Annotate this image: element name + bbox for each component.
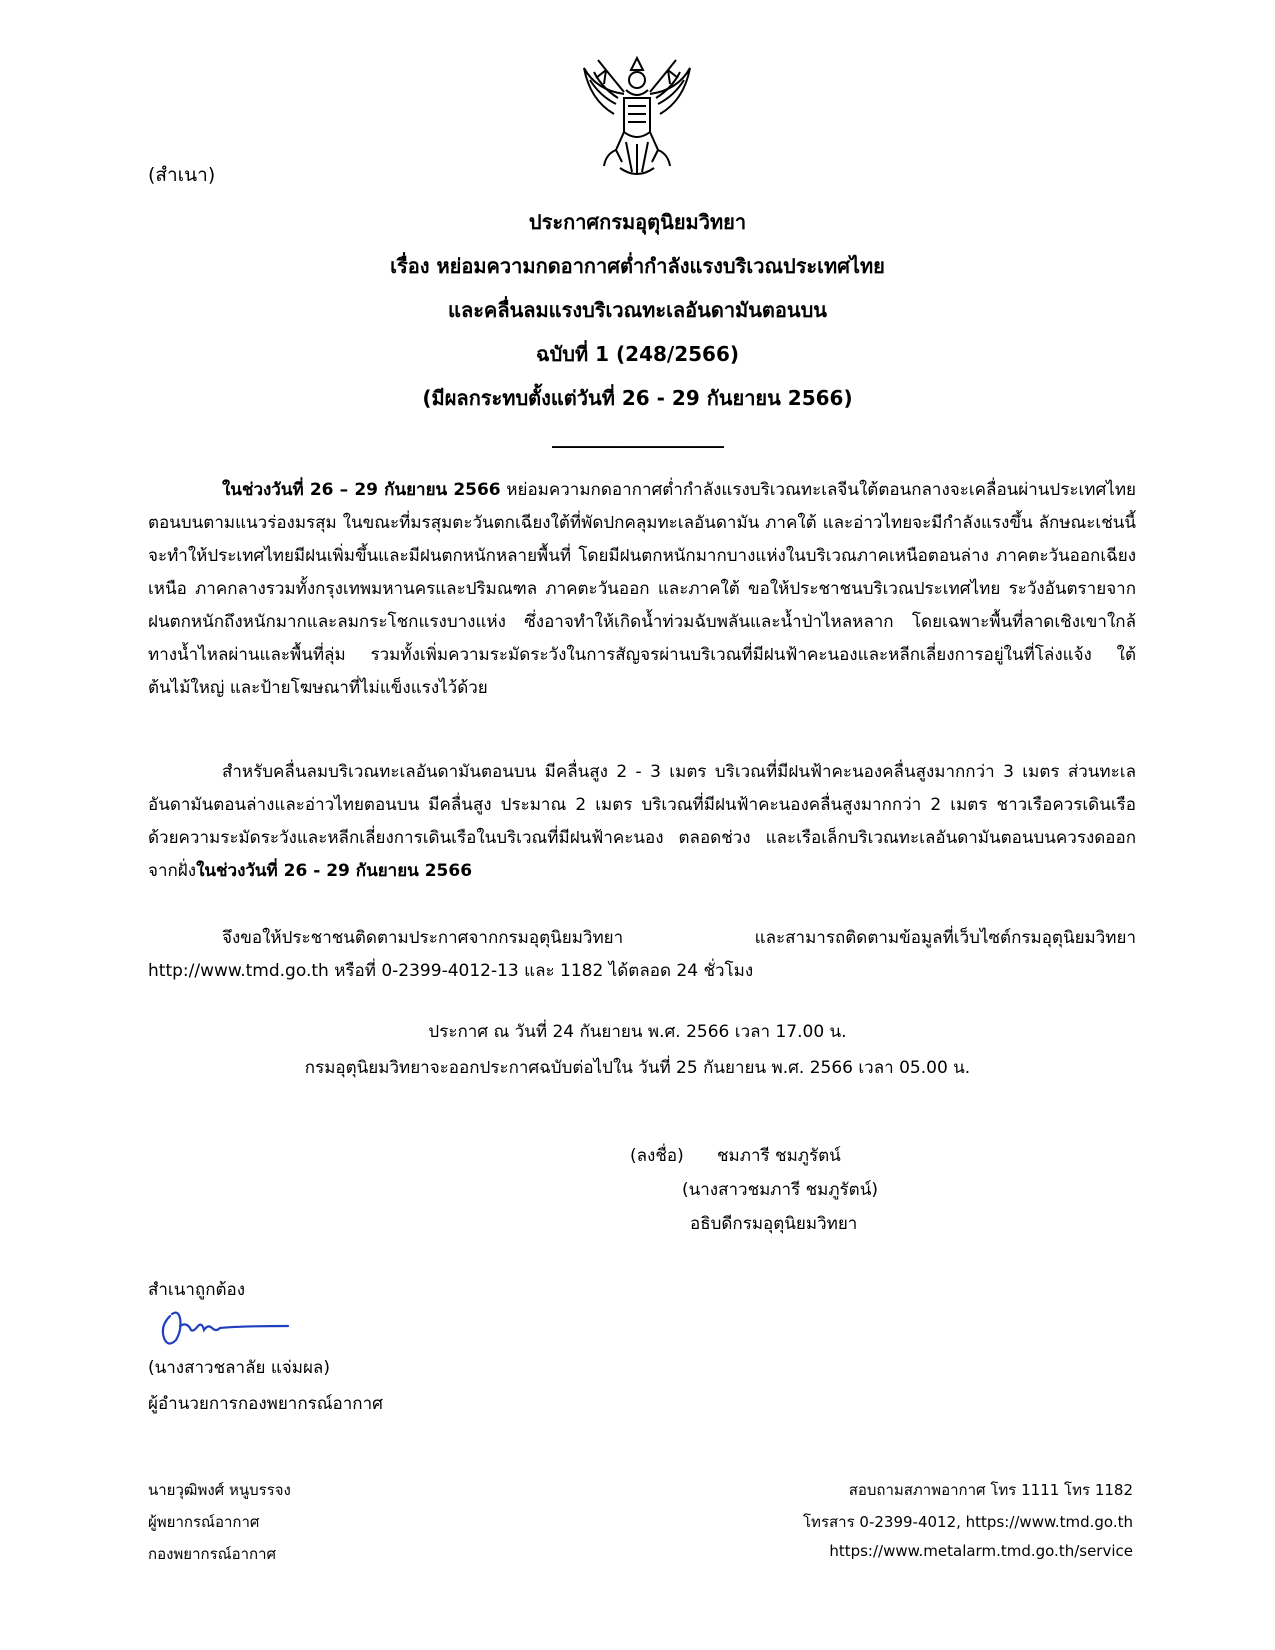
signature-label: (ลงชื่อ): [630, 1146, 684, 1166]
handwritten-signature-icon: [150, 1306, 290, 1350]
announcement-issue: ฉบับที่ 1 (248/2566): [535, 342, 740, 366]
title-divider: ___________________: [552, 424, 723, 448]
announcement-title: ประกาศกรมอุตุนิยมวิทยา: [528, 210, 747, 234]
paragraph-forecast: [148, 474, 1136, 705]
paragraph-contact: [148, 922, 1136, 988]
paragraph-contact-text: จึงขอให้ประชาชนติดตามประกาศจากกรมอุตุนิยมวิทยา และสามารถติดตามข้อมูลที่เว็บไซต์กรมอุตุนิยมวิทยา http://www.tmd.go.th หรือที่ 0-2399-4012-13 และ 1182 ได้ตลอด 24 ชั่วโมง: [148, 928, 1136, 981]
signature-name: ชมภารี ชมภูรัตน์: [717, 1146, 841, 1166]
contact-service-link[interactable]: https://www.metalarm.tmd.go.th/service: [829, 1542, 1133, 1560]
copy-mark: (สำเนา): [148, 164, 216, 186]
paragraph-forecast-dates: ในช่วงวันที่ 26 – 29 กันยายน 2566: [222, 480, 501, 500]
paragraph-waves-dates: ในช่วงวันที่ 26 - 29 กันยายน 2566: [196, 861, 473, 881]
announcement-subject-cont: และคลื่นลมแรงบริเวณทะเลอันดามันตอนบน: [448, 298, 827, 322]
paragraph-forecast-text: หย่อมความกดอากาศต่ำกำลังแรงบริเวณทะเลจีนใต้ตอนกลางจะเคลื่อนผ่านประเทศไทยตอนบนตามแนวร่องมรสุม ในขณะที่มรสุมตะวันตกเฉียงใต้ที่พัดปกคลุมทะเลอันดามัน ภาคใต้ และอ่าวไทยจะมีกำลังแรงขึ้น ลักษณะเช่นนี้จะทำให้ประเทศไทยมีฝนเพิ่มขึ้นและมีฝนตกหนักหลายพื้นที่ โดยมีฝนตกหนักมากบางแห่งในบริเวณภาคเหนือตอนล่าง ภาคตะวันออกเฉียงเหนือ ภาคกลางรวมทั้งกรุงเทพมหานครและปริมณฑล ภาคตะวันออก และภาคใต้ ขอให้ประชาชนบริเวณประเทศไทย ระวังอันตรายจากฝนตกหนักถึงหนักมากและลมกระโชกแรงบางแห่ง ซึ่งอาจทำให้เกิดน้ำท่วมฉับพลันและน้ำป่าไหลหลาก โดยเฉพาะพื้นที่ลาดเชิงเขาใกล้ทางน้ำไหลผ่านและพื้นที่ลุ่ม รวมทั้งเพิ่มความระมัดระวังในการสัญจรผ่านบริเวณที่มีฝนฟ้าคะนองและหลีกเลี่ยงการอยู่ในที่โล่งแจ้ง ใต้ต้นไม้ใหญ่ และป้ายโฆษณาที่ไม่แข็งแรงไว้ด้วย: [148, 480, 1137, 698]
contact-fax-website: โทรสาร 0-2399-4012, https://www.tmd.go.th: [803, 1513, 1133, 1531]
forecaster-name: นายวุฒิพงศ์ หนูบรรจง: [148, 1481, 291, 1499]
issued-datetime: ประกาศ ณ วันที่ 24 กันยายน พ.ศ. 2566 เวลา 17.00 น.: [428, 1022, 847, 1042]
signatory-full-name: (นางสาวชมภารี ชมภูรัตน์): [682, 1180, 878, 1200]
announcement-subject: เรื่อง หย่อมความกดอากาศต่ำกำลังแรงบริเวณประเทศไทย: [390, 254, 885, 278]
garuda-emblem-icon: [576, 50, 698, 180]
next-issue-datetime: กรมอุตุนิยมวิทยาจะออกประกาศฉบับต่อไปใน วันที่ 25 กันยายน พ.ศ. 2566 เวลา 05.00 น.: [304, 1058, 971, 1078]
announcement-effect-dates: (มีผลกระทบตั้งแต่วันที่ 26 - 29 กันยายน 2566): [422, 386, 853, 410]
signatory-position: อธิบดีกรมอุตุนิยมวิทยา: [690, 1214, 858, 1234]
certifier-position: ผู้อำนวยการกองพยากรณ์อากาศ: [148, 1394, 383, 1414]
paragraph-waves: [148, 756, 1136, 888]
forecaster-division: กองพยากรณ์อากาศ: [148, 1545, 277, 1563]
certifier-name: (นางสาวชลาลัย แจ่มผล): [148, 1358, 330, 1378]
contact-phone: สอบถามสภาพอากาศ โทร 1111 โทร 1182: [848, 1481, 1133, 1499]
certified-copy-label: สำเนาถูกต้อง: [148, 1280, 246, 1300]
paragraph-waves-text: สำหรับคลื่นลมบริเวณทะเลอันดามันตอนบน มีคลื่นสูง 2 - 3 เมตร บริเวณที่มีฝนฟ้าคะนองคลื่นสูงมากกว่า 3 เมตร ส่วนทะเลอันดามันตอนล่างและอ่าวไทยตอนบน มีคลื่นสูง ประมาณ 2 เมตร บริเวณที่มีฝนฟ้าคะนองคลื่นสูงมากกว่า 2 เมตร ชาวเรือควรเดินเรือด้วยความระมัดระวังและหลีกเลี่ยงการเดินเรือในบริเวณที่มีฝนฟ้าคะนอง ตลอดช่วง และเรือเล็กบริเวณทะเลอันดามันตอนบนควรงดออกจากฝั่ง: [148, 762, 1136, 881]
forecaster-role: ผู้พยากรณ์อากาศ: [148, 1513, 260, 1531]
